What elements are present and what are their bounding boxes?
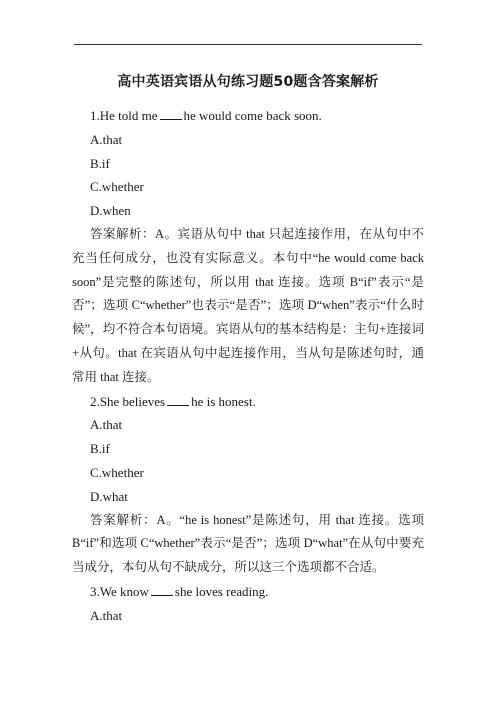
question-stem-text: she loves reading. (174, 583, 269, 599)
question-stem-text: 2.She believes (90, 393, 166, 409)
question-stem-text: 1.He told me (90, 108, 158, 123)
question-1-stem (72, 104, 424, 128)
question-2-explanation: 答案解析：A。“he is honest”是陈述句，用 that 连接。选项 B“if”和选项 C“whether”表示“是否”；选项 D“what”在从句中要充当成分，本句从句不缺成分，所以这三个选项都不合适。 (72, 512, 424, 575)
document-title: 高中英语宾语从句练习题50题含答案解析 (117, 74, 379, 90)
question-2-stem (72, 390, 424, 414)
option-c: C.whether (90, 464, 144, 480)
question-stem-text: he would come back soon. (183, 108, 322, 123)
option-d: D.what (90, 488, 128, 504)
question-1-explanation: 答案解析：A。宾语从句中 that 只起连接作用，在从句中不充当任何成分，也没有实际意义。本句中“he would come back soon”是完整的陈述句，所以用 that 连接。选项 B“if”表示“是否”；选项 C“whether”也表示“是否”；选项 D“when”表示“什么时候”，均不符合本句语境。宾语从句的基本结构是：主句+连接词+从句。that 在宾语从句中起连接作用，当从句是陈述句时，通常用 that 连接。 (72, 226, 424, 384)
option-a: A.that (90, 607, 123, 623)
option-d: D.when (90, 203, 131, 219)
answer-blank (151, 583, 173, 596)
question-stem-text: he is honest. (191, 393, 256, 409)
question-stem-text: 3.We know (90, 583, 149, 599)
option-b: B.if (90, 155, 110, 171)
option-b: B.if (90, 441, 110, 457)
option-a: A.that (90, 417, 123, 433)
answer-blank (167, 393, 189, 406)
document-body (72, 104, 424, 628)
answer-blank (160, 107, 182, 120)
option-a: A.that (90, 131, 123, 147)
option-c: C.whether (90, 179, 144, 195)
header-rule (74, 44, 422, 45)
question-3-stem (72, 580, 424, 604)
